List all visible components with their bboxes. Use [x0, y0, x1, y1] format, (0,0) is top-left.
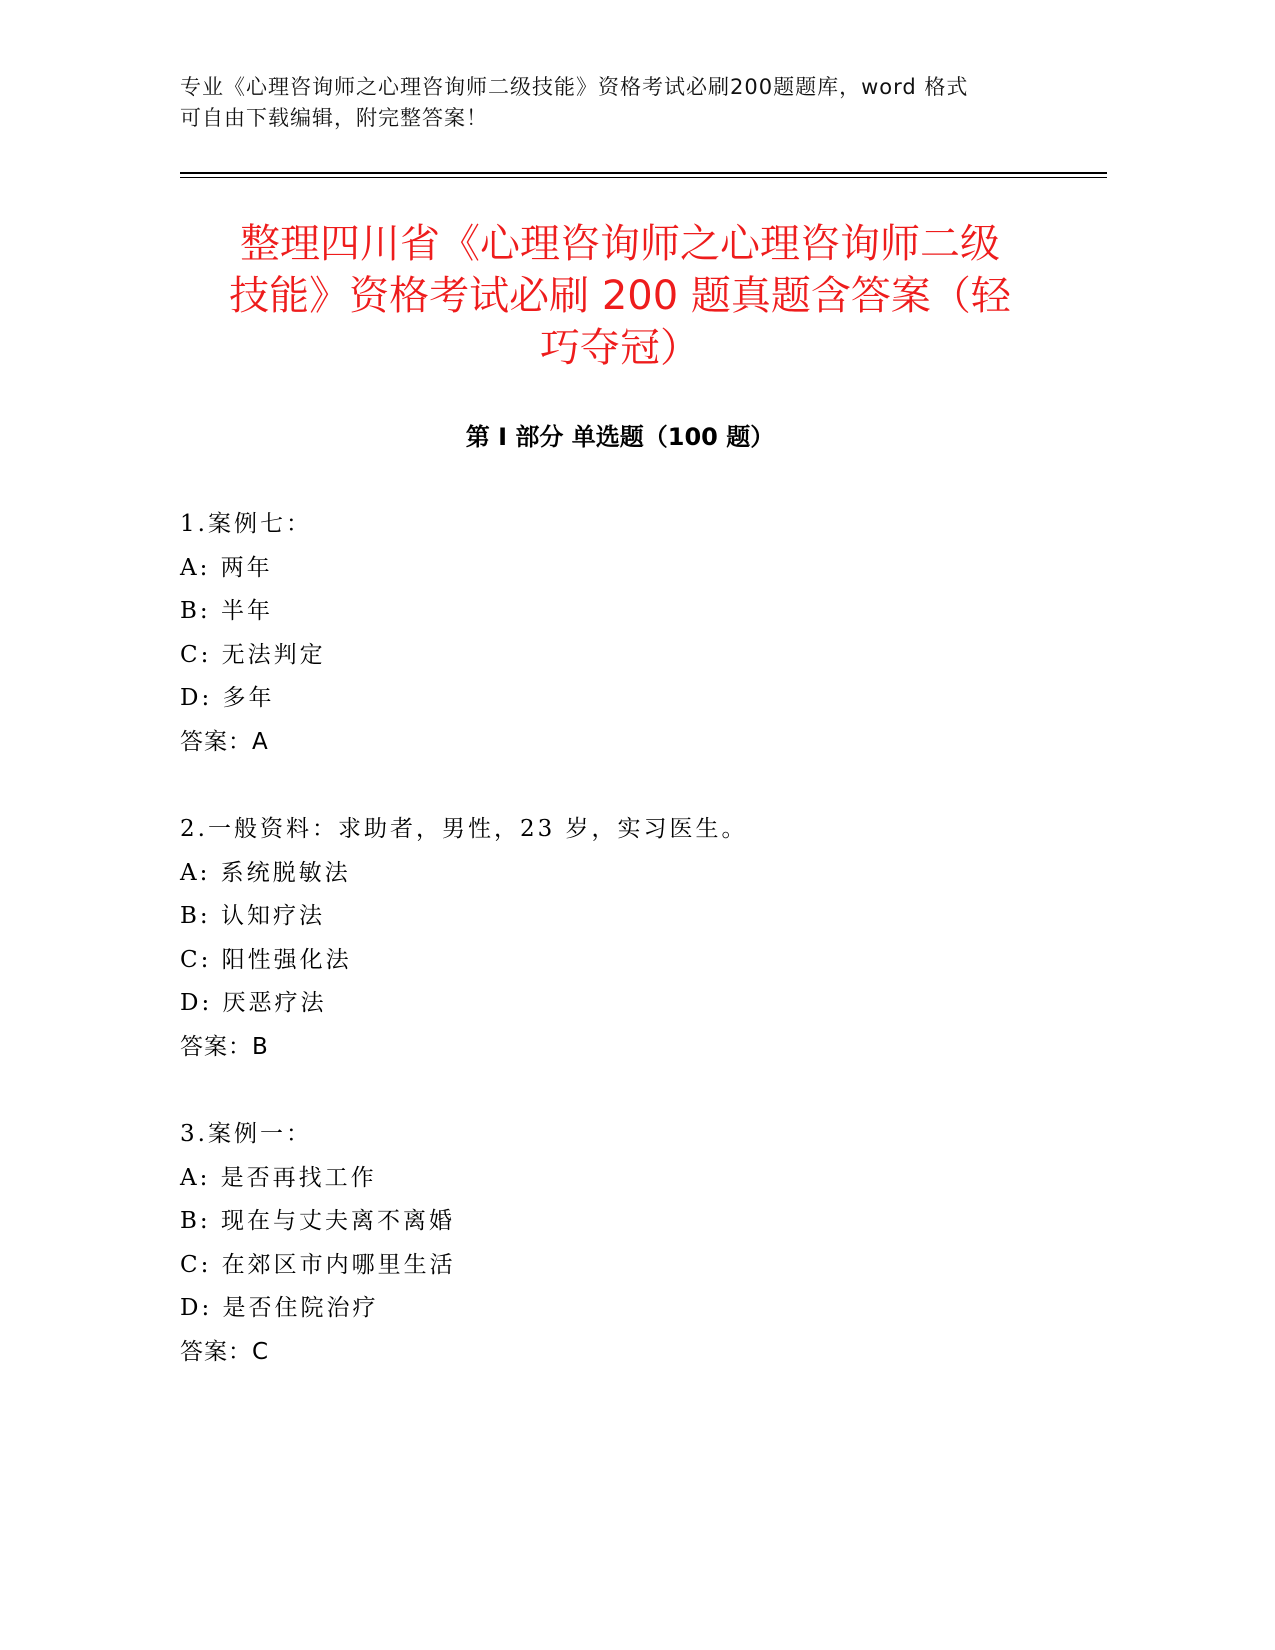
answer: 答案：C [180, 1338, 270, 1365]
question-stem: 1.案例七： [180, 511, 312, 537]
question-stem: 3.案例一： [180, 1121, 312, 1147]
header-divider-thin [180, 177, 1107, 178]
option-b: B: 现在与丈夫离不离婚 [180, 1208, 455, 1235]
option-b: B: 认知疗法 [180, 903, 325, 930]
question-2 [180, 811, 1060, 1073]
document-title-line-1: 整理四川省《心理咨询师之心理咨询师二级 [240, 221, 1000, 267]
question-1 [180, 506, 1060, 768]
option-a: A: 系统脱敏法 [180, 859, 351, 886]
option-c: C: 阳性强化法 [180, 946, 352, 973]
option-d: D: 多年 [180, 685, 275, 712]
option-c: C: 无法判定 [180, 641, 326, 668]
option-c: C: 在郊区市内哪里生活 [180, 1251, 456, 1278]
question-stem: 2.一般资料：求助者，男性，23 岁，实习医生。 [180, 816, 748, 842]
option-a: A: 是否再找工作 [180, 1164, 377, 1191]
section-title: 第 I 部分 单选题（100 题） [465, 423, 775, 451]
header-note [180, 72, 1060, 134]
answer: 答案：B [180, 1033, 269, 1060]
option-d: D: 厌恶疗法 [180, 990, 327, 1017]
header-note-line-2: 可自由下载编辑，附完整答案！ [180, 106, 488, 130]
header-note-line-1: 专业《心理咨询师之心理咨询师二级技能》资格考试必刷200题题库，word 格式 [180, 75, 969, 99]
document-title-line-2: 技能》资格考试必刷 200 题真题含答案（轻 [229, 273, 1011, 319]
answer: 答案：A [180, 728, 269, 755]
document-title [180, 218, 1060, 374]
option-b: B: 半年 [180, 598, 273, 625]
option-a: A: 两年 [180, 554, 273, 581]
header-divider-thick [180, 172, 1107, 174]
document-title-line-3: 巧夺冠） [540, 325, 700, 371]
question-3 [180, 1116, 1060, 1378]
option-d: D: 是否住院治疗 [180, 1295, 379, 1322]
